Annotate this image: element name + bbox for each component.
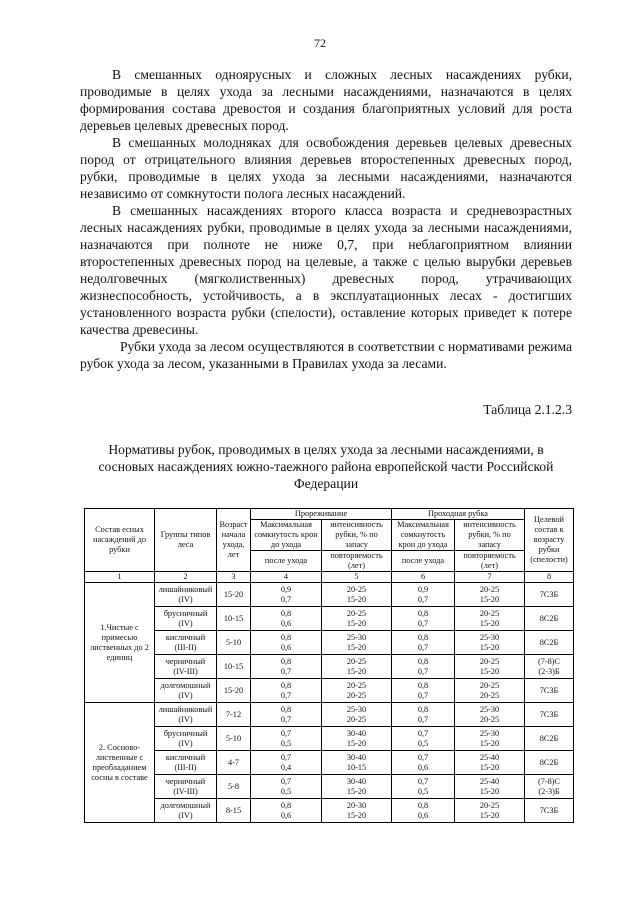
table-row (85, 727, 574, 751)
age-cell: 15-20 (217, 679, 251, 703)
header-max-closure: Максимальная сомкнутость крон до ухода (251, 520, 322, 551)
forest-type-group (155, 607, 217, 631)
column-number: 8 (525, 572, 574, 583)
value: 0,4 (280, 762, 292, 772)
value-cell (455, 583, 525, 607)
forest-type-group (155, 799, 217, 823)
table-row (85, 679, 574, 703)
paragraph: В смешанных одноярусных и сложных лесных насаждениях рубки, проводимые в целях ухода за лесными насаждениями, назначаются в целях формирования состава древостоя и создания благоприятных условий для роста деревьев целевых древесных пород. (80, 67, 572, 133)
value-cell (251, 655, 322, 679)
value-cell (455, 607, 525, 631)
value: 20-25 (479, 690, 500, 700)
group-class: (IV) (178, 714, 193, 724)
forest-type-group (155, 775, 217, 799)
value: 0,9 (280, 584, 292, 594)
value: 20-25 (346, 584, 367, 594)
value: 0,7 (417, 714, 429, 724)
value: 15-20 (346, 642, 367, 652)
column-number: 6 (392, 572, 455, 583)
value: 0,9 (417, 584, 429, 594)
header-passage-cutting: Проходная рубка (392, 509, 525, 520)
value: 0,6 (280, 642, 292, 652)
value: 0,7 (280, 714, 292, 724)
table-row (85, 655, 574, 679)
header-thinning: Прореживание (251, 509, 392, 520)
value: 0,7 (417, 690, 429, 700)
value-cell (322, 703, 392, 727)
age-cell: 4-7 (217, 751, 251, 775)
value: 20-25 (346, 608, 367, 618)
table-row (85, 607, 574, 631)
value: 0,7 (280, 728, 292, 738)
forest-type-group (155, 583, 217, 607)
header-age-start: Возраст начала ухода, лет (217, 509, 251, 572)
value: 15-20 (479, 666, 500, 676)
header-recurrence: повторяемость (лет) (322, 551, 392, 572)
column-number: 7 (455, 572, 525, 583)
section-label: 2. Сосново-лиственные с преобладанием сосны в составе (85, 703, 155, 823)
value: 0,7 (417, 752, 429, 762)
age-cell: 7-12 (217, 703, 251, 727)
value-cell (251, 679, 322, 703)
value: 15-20 (479, 738, 500, 748)
header-intensity: интенсивность рубки, % по запасу (455, 520, 525, 551)
value-cell (392, 631, 455, 655)
target-composition: (7-8)С (537, 656, 561, 666)
group-class: (III-II) (174, 642, 197, 652)
table-row (85, 751, 574, 775)
value: 20-25 (479, 714, 500, 724)
age-cell: 5-10 (217, 727, 251, 751)
group-name: лишайниковый (158, 705, 213, 714)
value-cell (455, 775, 525, 799)
group-class: (IV) (178, 738, 193, 748)
target-composition: (2-3)Б (538, 786, 560, 796)
age-cell: 10-15 (217, 607, 251, 631)
value-cell (455, 799, 525, 823)
value: 15-20 (479, 762, 500, 772)
target-composition: (2-3)Б (538, 666, 560, 676)
column-number: 5 (322, 572, 392, 583)
value: 0,8 (417, 656, 429, 666)
value: 0,8 (417, 680, 429, 690)
target-composition: 8С2Б (539, 757, 559, 767)
value-cell (322, 607, 392, 631)
forest-type-group (155, 703, 217, 727)
value: 25-30 (346, 632, 367, 642)
value-cell (322, 631, 392, 655)
value-cell (392, 727, 455, 751)
target-composition-cell (525, 583, 574, 607)
header-after-care: после ухода (251, 551, 322, 572)
target-composition-cell (525, 631, 574, 655)
value: 0,7 (417, 776, 429, 786)
value-cell (322, 679, 392, 703)
value: 20-25 (346, 690, 367, 700)
value-cell (251, 751, 322, 775)
value: 20-25 (479, 608, 500, 618)
value: 20-25 (479, 680, 500, 690)
value: 0,5 (280, 738, 292, 748)
value-cell (322, 799, 392, 823)
value-cell (251, 631, 322, 655)
value-cell (322, 775, 392, 799)
value: 0,8 (280, 608, 292, 618)
value: 0,8 (417, 608, 429, 618)
value: 0,6 (280, 810, 292, 820)
value-cell (392, 799, 455, 823)
page-number: 72 (314, 36, 326, 50)
value: 20-25 (479, 584, 500, 594)
target-composition-cell (525, 703, 574, 727)
value-cell (455, 727, 525, 751)
forest-type-group (155, 679, 217, 703)
value-cell (251, 607, 322, 631)
value: 15-20 (346, 786, 367, 796)
group-name: брусничный (163, 609, 208, 618)
value-cell (455, 655, 525, 679)
group-name: лишайниковый (158, 585, 213, 594)
header-intensity: интенсивность рубки, % по запасу (322, 520, 392, 551)
value-cell (392, 607, 455, 631)
table-row (85, 631, 574, 655)
value: 25-40 (479, 752, 500, 762)
table-body (85, 583, 574, 823)
paragraph: В смешанных молодняках для освобождения деревьев целевых древесных пород от отрицательного влияния деревьев второстепенных древесных пород, рубки, проводимые в целях ухода за лесными насаждениями, назначаются независимо от сомкнутости полога лесных насаждений. (80, 135, 572, 201)
value: 30-40 (346, 728, 367, 738)
target-composition-cell (525, 799, 574, 823)
table-row (85, 775, 574, 799)
value: 0,7 (417, 666, 429, 676)
value: 10-15 (346, 762, 367, 772)
column-number: 3 (217, 572, 251, 583)
value: 0,7 (417, 594, 429, 604)
value: 30-40 (346, 752, 367, 762)
group-class: (IV) (178, 594, 193, 604)
group-class: (III-II) (174, 762, 197, 772)
value-cell (251, 583, 322, 607)
header-recurrence: повторяемость (лет) (455, 551, 525, 572)
age-cell: 5-10 (217, 631, 251, 655)
header-target-composition: Целевой состав к возрасту рубки (спелости) (525, 509, 574, 572)
target-composition: 7С3Б (539, 685, 559, 695)
group-name: кисличный (165, 753, 206, 762)
header-after-care: после ухода (392, 551, 455, 572)
target-composition: 7С3Б (539, 805, 559, 815)
value: 0,6 (417, 810, 429, 820)
body-text (80, 66, 572, 372)
group-name: долгомошный (160, 801, 211, 810)
forest-type-group (155, 631, 217, 655)
table-row (85, 703, 574, 727)
value-cell (392, 583, 455, 607)
value: 20-25 (346, 680, 367, 690)
header-forest-type-groups: Группы типов леса (155, 509, 217, 572)
value: 20-30 (346, 800, 367, 810)
value: 0,8 (417, 704, 429, 714)
value: 15-20 (479, 786, 500, 796)
value: 15-20 (479, 642, 500, 652)
value-cell (251, 727, 322, 751)
value: 0,5 (417, 738, 429, 748)
value: 0,6 (280, 618, 292, 628)
value: 25-30 (479, 728, 500, 738)
target-composition: 8С2Б (539, 637, 559, 647)
target-composition-cell (525, 751, 574, 775)
target-composition-cell (525, 679, 574, 703)
header-max-closure: Максимальная сомкнутость крон до ухода (392, 520, 455, 551)
value: 20-25 (346, 656, 367, 666)
value: 15-20 (479, 594, 500, 604)
value-cell (322, 751, 392, 775)
value-cell (392, 679, 455, 703)
target-composition: (7-8)С (537, 776, 561, 786)
value: 20-25 (479, 656, 500, 666)
value-cell (251, 703, 322, 727)
value: 0,7 (280, 776, 292, 786)
target-composition: 7С3Б (539, 589, 559, 599)
forest-type-group (155, 727, 217, 751)
group-name: черничный (165, 657, 206, 666)
value-cell (322, 655, 392, 679)
forest-type-group (155, 655, 217, 679)
value: 15-20 (346, 618, 367, 628)
group-class: (IV-III) (173, 786, 198, 796)
value: 0,5 (417, 786, 429, 796)
group-class: (IV-III) (173, 666, 198, 676)
value: 0,5 (280, 786, 292, 796)
value: 15-20 (479, 618, 500, 628)
value: 0,8 (417, 632, 429, 642)
group-name: черничный (165, 777, 206, 786)
age-cell: 5-8 (217, 775, 251, 799)
value: 0,8 (280, 704, 292, 714)
value: 0,8 (280, 632, 292, 642)
value-cell (392, 751, 455, 775)
value-cell (392, 775, 455, 799)
value: 20-25 (479, 800, 500, 810)
norms-table (84, 508, 574, 823)
column-number: 1 (85, 572, 155, 583)
value: 15-20 (346, 594, 367, 604)
table-number: Таблица 2.1.2.3 (483, 402, 572, 417)
value: 25-30 (346, 704, 367, 714)
value: 0,7 (280, 594, 292, 604)
value-cell (455, 751, 525, 775)
value-cell (392, 703, 455, 727)
age-cell: 8-15 (217, 799, 251, 823)
paragraph: Рубки ухода за лесом осуществляются в соответствии с нормативами режима рубок ухода за лесом, указанными в Правилах ухода за лесами. (80, 339, 572, 371)
target-composition: 7С3Б (539, 709, 559, 719)
target-composition-cell (525, 727, 574, 751)
value: 20-25 (346, 714, 367, 724)
header-composition: Состав есных насаждений до рубки (85, 509, 155, 572)
value: 15-20 (346, 666, 367, 676)
value: 25-40 (479, 776, 500, 786)
group-class: (IV) (178, 690, 193, 700)
value-cell (322, 727, 392, 751)
column-number: 2 (155, 572, 217, 583)
table-row (85, 799, 574, 823)
value: 0,7 (280, 752, 292, 762)
target-composition-cell (525, 607, 574, 631)
value-cell (455, 679, 525, 703)
value-cell (392, 655, 455, 679)
section-label: 1.Чистые с примесью лиственных до 2 единиц (85, 583, 155, 703)
value: 0,8 (280, 680, 292, 690)
value: 0,7 (280, 690, 292, 700)
value: 0,7 (417, 642, 429, 652)
value-cell (251, 799, 322, 823)
value: 0,7 (280, 666, 292, 676)
target-composition: 8С2Б (539, 613, 559, 623)
value-cell (455, 703, 525, 727)
group-class: (IV) (178, 810, 193, 820)
value-cell (251, 775, 322, 799)
value: 25-30 (479, 704, 500, 714)
value: 25-30 (479, 632, 500, 642)
value: 15-20 (479, 810, 500, 820)
target-composition-cell (525, 655, 574, 679)
value: 0,6 (417, 762, 429, 772)
value-cell (322, 583, 392, 607)
group-name: кисличный (165, 633, 206, 642)
forest-type-group (155, 751, 217, 775)
age-cell: 15-20 (217, 583, 251, 607)
value: 0,7 (417, 618, 429, 628)
group-class: (IV) (178, 618, 193, 628)
table-title: Нормативы рубок, проводимых в целях ухода за лесными насаждениями, в сосновых насаждениях южно-таежного района европейской части Российской Федерации (98, 442, 554, 491)
value-cell (455, 631, 525, 655)
group-name: долгомошный (160, 681, 211, 690)
group-name: брусничный (163, 729, 208, 738)
value: 0,8 (280, 800, 292, 810)
value: 30-40 (346, 776, 367, 786)
value: 0,7 (417, 728, 429, 738)
target-composition: 8С2Б (539, 733, 559, 743)
table-row (85, 583, 574, 607)
value: 15-20 (346, 810, 367, 820)
column-number-row (85, 572, 574, 583)
age-cell: 10-15 (217, 655, 251, 679)
target-composition-cell (525, 775, 574, 799)
column-number: 4 (251, 572, 322, 583)
value: 0,8 (417, 800, 429, 810)
value: 0,8 (280, 656, 292, 666)
value: 15-20 (346, 738, 367, 748)
paragraph: В смешанных насаждениях второго класса возраста и средневозрастных лесных насаждениях рубки, проводимые в целях ухода за лесными насаждениями, назначаются при полноте не ниже 0,7, при неблагоприятном влиянии второстепенных древесных пород на целевые, а также с целью вырубки деревьев недолговечных (мягколиственных) древесных пород, утрачивающих жизнеспособность, устойчивость, а в эксплуатационных лесах - достигших установленного возраста рубки (спелости), оставление которых приведет к потере качества древесины. (80, 203, 572, 337)
